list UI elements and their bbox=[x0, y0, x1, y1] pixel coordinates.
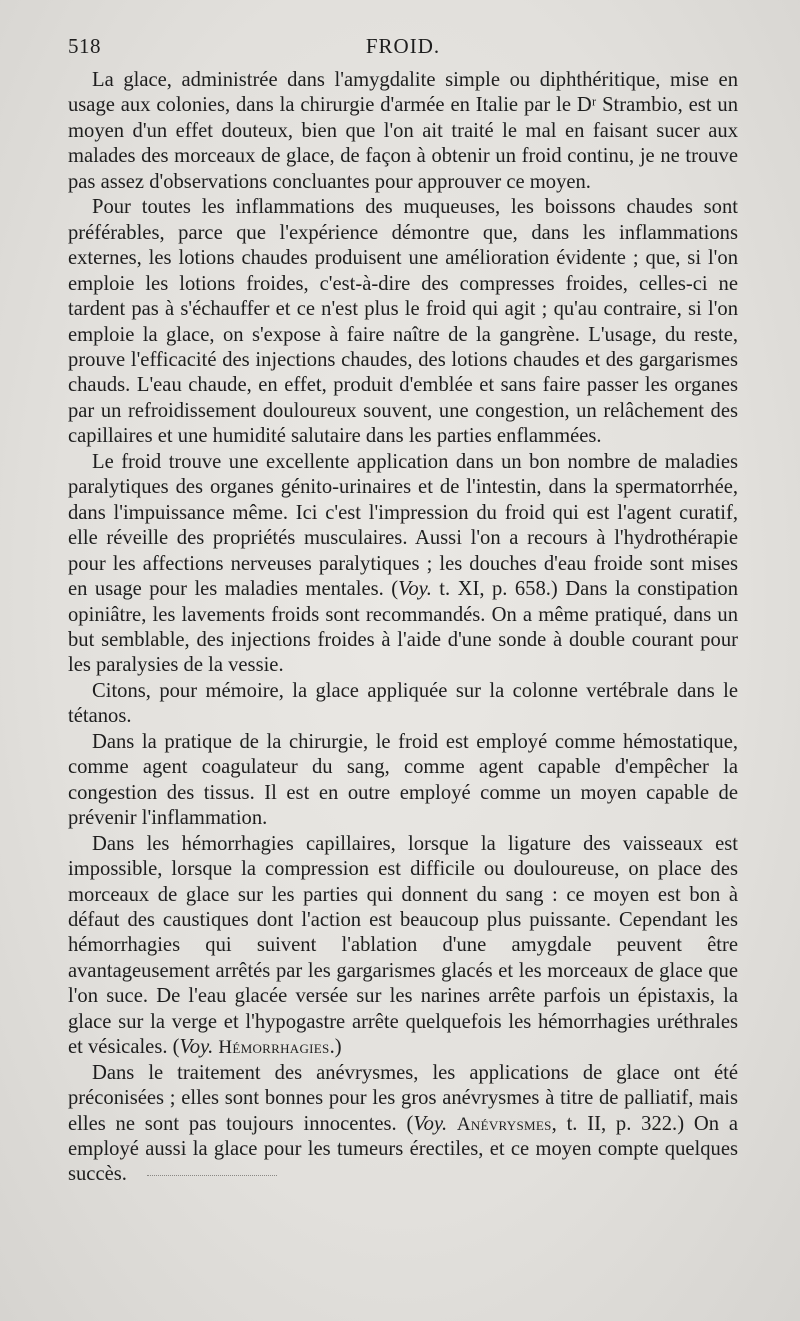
paragraph-chirurgie: Dans la pratique de la chirurgie, le froid est employé comme hémostatique, comme agent coagulateur du sang, comme agent capable d'empêcher la congestion des tissus. Il est en outre employé comme un moyen capable de prévenir l'inflammation. bbox=[68, 730, 738, 830]
cross-reference-voy: Voy. bbox=[413, 1112, 448, 1135]
page-number: 518 bbox=[68, 34, 101, 58]
cross-reference-article: Hémorrhagies bbox=[218, 1037, 330, 1059]
paragraph-text: t. XI, p. 658.) Dans la constipation opiniâtre, les lavements froids sont recommandés. On a même pratiqué, dans un but semblable, des injections froides à l'aide d'une sonde à double courant pour les paralysies de la vessie. bbox=[68, 578, 738, 677]
cross-reference-voy: Voy. bbox=[179, 1036, 214, 1059]
cross-reference-voy: Voy. bbox=[398, 578, 432, 601]
paragraph-hemorrhagies bbox=[68, 832, 738, 1061]
body-text bbox=[68, 68, 738, 1188]
running-title: FROID. bbox=[365, 34, 441, 58]
paragraph-amygdalite: La glace, administrée dans l'amygdalite simple ou diphthéritique, mise en usage aux colonies, dans la chirurgie d'armée en Italie par le Dʳ Strambio, est un moyen d'un effet douteux, bien que l'on ait traité le mal en faisant sucer aux malades des morceaux de glace, de façon à obtenir un froid continu, je ne trouve pas assez d'observations concluantes pour approuver ce moyen. bbox=[68, 69, 738, 193]
paragraph-muqueuses: Pour toutes les inflammations des muqueuses, les boissons chaudes sont préférables, parce que l'expérience démontre que, dans les inflammations externes, les lotions chaudes produisent une amélioration évidente ; que, si l'on emploie les lotions froides, c'est-à-dire des compresses froides, celles-ci ne tardent pas à s'échauffer et ce n'est plus le froid qui agit ; qu'au contraire, si l'on emploie la glace, on s'expose à faire naître de la gangrène. L'usage, du reste, prouve l'efficacité des injections chaudes, des lotions chaudes et des gargarismes chauds. L'eau chaude, en effet, produit d'emblée et sans faire passer les organes par un refroidissement douloureux souvent, une congestion, un relâchement des capillaires et une humidité salutaire dans les parties enflammées. bbox=[68, 196, 738, 448]
paragraph-anevrysmes bbox=[68, 1061, 738, 1188]
cross-reference-article: Anévrysmes bbox=[456, 1113, 552, 1135]
paragraph-text: Dans le traitement des anévrysmes, les applications de glace ont été préconisées ; elles sont bonnes pour les gros anévrysmes à titre de palliatif, mais elles ne sont pas toujours innocentes. ( bbox=[68, 1061, 738, 1135]
paragraph-paralytiques bbox=[68, 450, 738, 679]
paragraph-text: Le froid trouve une excellente application dans un bon nombre de maladies paralytiques des organes génito-urinaires et de l'intestin, dans la spermatorrhée, dans l'impuissance même. Ici c'est l'impression du froid qui est l'agent curatif, elle réveille des propriétés musculaires. Aussi l'on a recours à l'hydrothérapie pour les affections nerveuses paralytiques ; les douches d'eau froide sont mises en usage pour les maladies mentales. ( bbox=[68, 450, 738, 601]
paragraph-tetanos: Citons, pour mémoire, la glace appliquée sur la colonne vertébrale dans le tétanos. bbox=[68, 679, 738, 728]
paragraph-text: , t. II, p. 322.) On a employé aussi la glace pour les tumeurs érectiles, et ce moyen compte quelques succès. bbox=[68, 1112, 738, 1186]
paragraph-text: .) bbox=[329, 1036, 342, 1059]
page-header bbox=[68, 34, 738, 64]
paragraph-text: Dans les hémorrhagies capillaires, lorsque la ligature des vaisseaux est impossible, lorsque la compression est difficile ou douloureuse, on place des morceaux de glace sur les parties qui donnent du sang : ce moyen est bon à défaut des caustiques dont l'action est beaucoup plus puissante. Cependant les hémorrhagies qui suivent l'ablation d'une amygdale peuvent être avantageusement arrêtés par les gargarismes glacés et les morceaux de glace que l'on suce. De l'eau glacée versée sur les narines arrête parfois un épistaxis, la glace sur la verge et l'hypogastre arrête quelquefois les hémorrhagies uréthrales et vésicales. ( bbox=[68, 832, 738, 1059]
line-filler-rule bbox=[147, 1175, 277, 1176]
